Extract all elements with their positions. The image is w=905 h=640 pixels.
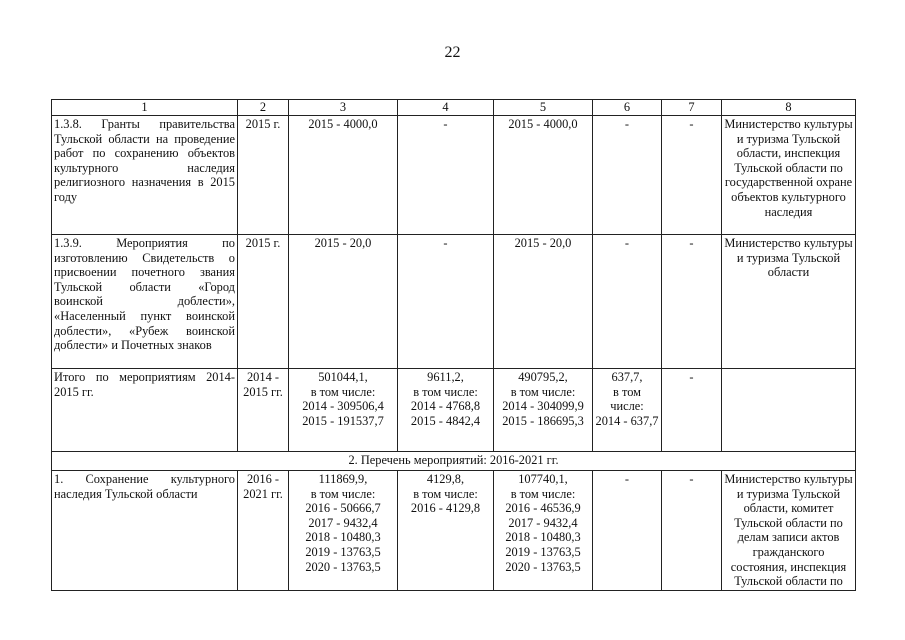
federal-funding-text: 9611,2, [427, 370, 464, 384]
municipal-funding-cell [593, 471, 662, 591]
total-funding-cell [289, 116, 398, 235]
regional-funding-text: 2015 - 186695,3 [502, 413, 584, 428]
regional-funding-cell [494, 471, 593, 591]
regional-funding-text: 2015 - 4000,0 [508, 117, 578, 131]
other-funding-text: - [689, 370, 694, 384]
table-row [52, 471, 856, 591]
federal-funding-text: 2016 - 4129,8 [410, 501, 481, 516]
municipal-funding-text: 2014 - 637,7 [595, 413, 659, 428]
total-funding-cell [289, 235, 398, 369]
federal-funding-text: - [443, 236, 448, 250]
municipal-funding-text: - [624, 236, 630, 250]
municipal-funding-text: в том [613, 384, 641, 399]
other-funding-cell [662, 369, 722, 452]
federal-funding-cell [398, 116, 494, 235]
table-row-totals [52, 369, 856, 452]
period-cell [238, 471, 289, 591]
regional-funding-text: 2014 - 304099,9 [502, 399, 584, 414]
municipal-funding-text: числе: [610, 399, 644, 414]
municipal-funding-cell [593, 116, 662, 235]
measure-name: 1.3.8. Гранты правительства Тульской области на проведение работ по сохранению объектов культурного наследия религиозного назначения в 2015 году [52, 116, 238, 235]
column-number: 4 [398, 100, 494, 116]
total-funding-text: 2019 - 13763,5 [305, 544, 381, 559]
measures-table [51, 99, 856, 591]
executor-cell: Министерство культуры и туризма Тульской области, инспекция Тульской области по государственной охране объектов культурного наследия [722, 116, 856, 235]
other-funding-cell [662, 116, 722, 235]
municipal-funding-text: 637,7, [611, 370, 643, 384]
other-funding-text: - [689, 236, 694, 250]
period-text: 2021 гг. [243, 486, 283, 501]
measure-name: Итого по мероприятиям 2014-2015 гг. [52, 369, 238, 452]
regional-funding-text: 107740,1, [518, 472, 568, 486]
municipal-funding-cell [593, 369, 662, 452]
federal-funding-text: в том числе: [413, 486, 478, 501]
total-funding-cell [289, 369, 398, 452]
column-number: 3 [289, 100, 398, 116]
federal-funding-cell [398, 471, 494, 591]
page-number: 22 [444, 44, 461, 61]
total-funding-text: в том числе: [310, 384, 376, 399]
regional-funding-text: 2018 - 10480,3 [505, 530, 581, 545]
regional-funding-text: 2020 - 13763,5 [505, 559, 581, 574]
total-funding-text: 2015 - 20,0 [314, 236, 372, 250]
other-funding-cell [662, 235, 722, 369]
total-funding-cell [289, 471, 398, 591]
total-funding-text: 2015 - 4000,0 [308, 117, 378, 131]
section-title: 2. Перечень мероприятий: 2016-2021 гг. [52, 452, 856, 471]
column-number: 1 [52, 100, 238, 116]
column-number: 6 [593, 100, 662, 116]
federal-funding-cell [398, 235, 494, 369]
total-funding-text: 2015 - 191537,7 [302, 413, 384, 428]
total-funding-text: 111869,9, [318, 472, 368, 486]
federal-funding-text: в том числе: [413, 384, 478, 399]
federal-funding-text: 2015 - 4842,4 [410, 413, 481, 428]
municipal-funding-text: - [624, 472, 630, 486]
regional-funding-text: 2017 - 9432,4 [508, 515, 578, 530]
regional-funding-text: 490795,2, [518, 370, 568, 384]
executor-cell [722, 369, 856, 452]
regional-funding-cell [494, 116, 593, 235]
table-row [52, 235, 856, 369]
column-number: 8 [722, 100, 856, 116]
federal-funding-text: 2014 - 4768,8 [410, 399, 481, 414]
total-funding-text: 2016 - 50666,7 [305, 501, 381, 516]
total-funding-text: 501044,1, [318, 370, 368, 384]
column-number: 5 [494, 100, 593, 116]
total-funding-text: 2017 - 9432,4 [308, 515, 378, 530]
municipal-funding-text: - [624, 117, 630, 131]
period-cell [238, 369, 289, 452]
regional-funding-text: в том числе: [510, 384, 576, 399]
total-funding-text: в том числе: [310, 486, 376, 501]
federal-funding-text: - [443, 117, 448, 131]
column-number: 2 [238, 100, 289, 116]
regional-funding-text: 2019 - 13763,5 [505, 544, 581, 559]
period-cell [238, 116, 289, 235]
period-text: 2016 - [246, 472, 279, 486]
measure-name: 1. Сохранение культурного наследия Тульской области [52, 471, 238, 591]
regional-funding-text: в том числе: [510, 486, 576, 501]
table-row [52, 116, 856, 235]
regional-funding-text: 2016 - 46536,9 [505, 501, 581, 516]
total-funding-text: 2018 - 10480,3 [305, 530, 381, 545]
other-funding-text: - [689, 117, 694, 131]
executor-cell: Министерство культуры и туризма Тульской области [722, 235, 856, 369]
municipal-funding-cell [593, 235, 662, 369]
total-funding-text: 2014 - 309506,4 [302, 399, 384, 414]
regional-funding-cell [494, 369, 593, 452]
column-number-row [52, 100, 856, 116]
federal-funding-text: 4129,8, [426, 472, 465, 486]
other-funding-text: - [689, 472, 694, 486]
measure-name: 1.3.9. Мероприятия по изготовлению Свидетельств о присвоении почетного звания Тульской области «Город воинской доблести», «Населенный пункт воинской доблести», «Рубеж воинской доблести» и Почетных знаков [52, 235, 238, 369]
total-funding-text: 2020 - 13763,5 [305, 559, 381, 574]
regional-funding-text: 2015 - 20,0 [514, 236, 572, 250]
executor-cell: Министерство культуры и туризма Тульской области, комитет Тульской области по делам записи актов гражданского состояния, инспекция Тульской области по [722, 471, 856, 591]
other-funding-cell [662, 471, 722, 591]
period-text: 2014 - [246, 370, 279, 384]
period-text: 2015 г. [245, 117, 281, 131]
period-text: 2015 гг. [243, 384, 283, 399]
period-text: 2015 г. [245, 236, 281, 250]
column-number: 7 [662, 100, 722, 116]
regional-funding-cell [494, 235, 593, 369]
federal-funding-cell [398, 369, 494, 452]
period-cell [238, 235, 289, 369]
section-row [52, 452, 856, 471]
